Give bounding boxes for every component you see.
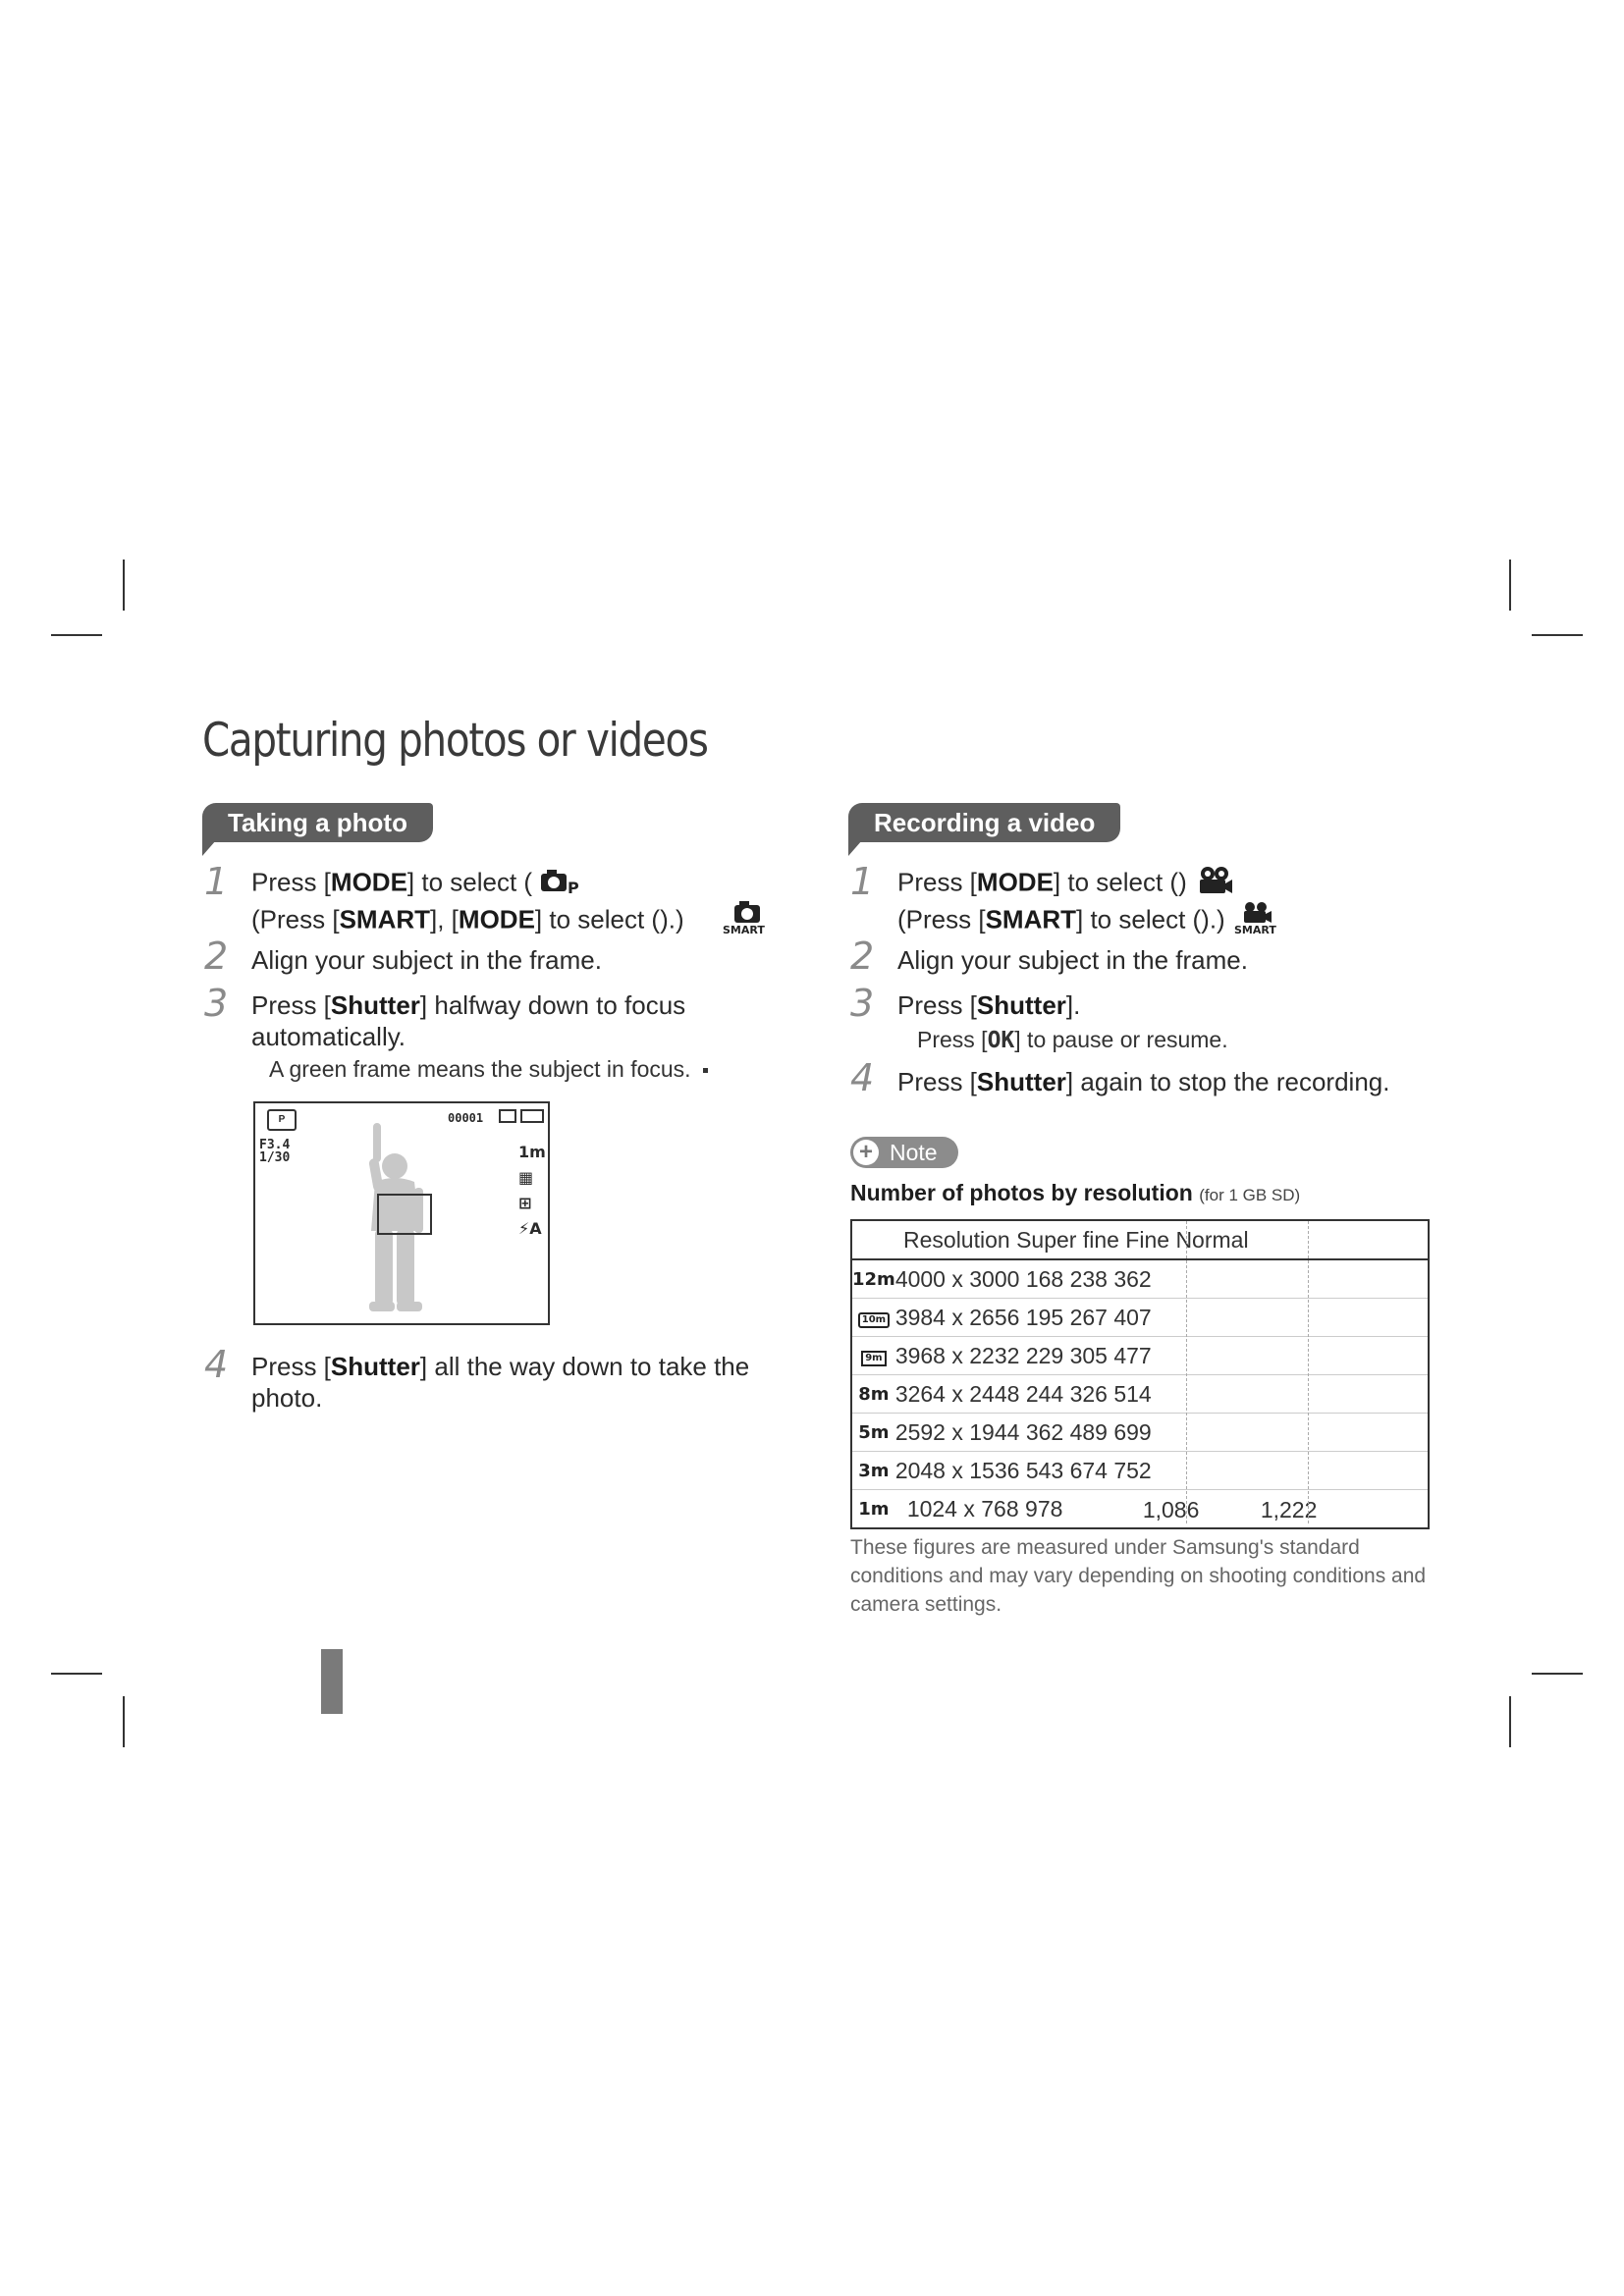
resolution-9m-wide-icon: 9m xyxy=(861,1351,886,1366)
step-text: Press [MODE] to select ( P xyxy=(251,866,582,902)
camera-preview-screen xyxy=(253,1101,550,1325)
table-cell: 3264 x 2448 244 326 514 xyxy=(895,1375,1429,1414)
table-cell: 3968 x 2232 229 305 477 xyxy=(895,1337,1429,1375)
crop-mark xyxy=(51,1673,102,1675)
resolution-5m-icon: 5m xyxy=(851,1414,895,1452)
step-text: Press [Shutter] again to stop the recording. xyxy=(897,1067,1390,1096)
table-row xyxy=(851,1452,1429,1490)
step-text: (Press [SMART] to select ().) SMART xyxy=(897,901,1279,941)
step-number: 4 xyxy=(204,1343,229,1386)
step-text: Align your subject in the frame. xyxy=(251,945,602,975)
table-cell: 1024 x 768 978 1,086 1,222 xyxy=(895,1490,1429,1529)
step-number: 3 xyxy=(850,982,875,1025)
mode-indicator: P xyxy=(267,1109,297,1131)
svg-text:SMART: SMART xyxy=(1233,924,1276,934)
step-number: 2 xyxy=(850,934,875,978)
resolution-12m-icon: 12m xyxy=(851,1259,895,1299)
crop-mark xyxy=(1532,1673,1583,1675)
table-row xyxy=(851,1337,1429,1375)
step-number: 2 xyxy=(204,934,229,978)
step-text: Press [Shutter] halfway down to focus xyxy=(251,990,686,1020)
step-number: 1 xyxy=(850,860,875,903)
step-text: (Press [SMART], [MODE] to select ().) SMART xyxy=(251,901,776,941)
table-header-row xyxy=(851,1220,1429,1259)
table-row xyxy=(851,1299,1429,1337)
resolution-10m-wide-icon: 10m xyxy=(858,1312,890,1328)
crop-mark xyxy=(123,560,125,611)
movie-camera-icon xyxy=(1194,866,1233,902)
bullet-icon xyxy=(703,1068,708,1073)
crop-mark xyxy=(123,1696,125,1747)
quality-icon: ▦ xyxy=(518,1168,534,1187)
shot-count: 00001 xyxy=(448,1111,484,1125)
camera-program-icon xyxy=(539,866,582,902)
table-column-divider xyxy=(1308,1221,1309,1523)
step-text: automatically. xyxy=(251,1022,406,1051)
step-number: 3 xyxy=(204,982,229,1025)
page-marker xyxy=(321,1649,343,1714)
note-heading: Number of photos by resolution (for 1 GB SD) xyxy=(850,1180,1301,1205)
crop-mark xyxy=(1509,560,1511,611)
step-text: Press [MODE] to select () xyxy=(897,866,1233,902)
table-cell: 2048 x 1536 543 674 752 xyxy=(895,1452,1429,1490)
table-cell: 3984 x 2656 195 267 407 xyxy=(895,1299,1429,1337)
section-tab-taking-photo: Taking a photo xyxy=(202,803,433,842)
table-row xyxy=(851,1490,1429,1529)
step-text: Press [Shutter]. xyxy=(897,990,1081,1020)
svg-text:SMART: SMART xyxy=(722,924,765,934)
smart-movie-icon xyxy=(1232,901,1279,941)
resolution-3m-icon: 3m xyxy=(851,1452,895,1490)
table-row xyxy=(851,1375,1429,1414)
crop-mark xyxy=(51,634,102,636)
table-cell: 4000 x 3000 168 238 362 xyxy=(895,1259,1429,1299)
table-column-divider xyxy=(1186,1221,1187,1523)
footnote: These figures are measured under Samsung's standard conditions and may vary depending on shooting conditions and camera settings. xyxy=(850,1536,1427,1616)
note-badge: + Note xyxy=(850,1137,958,1168)
battery-icon xyxy=(520,1109,544,1123)
resolution-table xyxy=(850,1219,1430,1529)
step-text: Press [Shutter] all the way down to take the xyxy=(251,1352,750,1381)
memory-card-icon xyxy=(499,1109,516,1123)
table-row xyxy=(851,1414,1429,1452)
step-subtext: A green frame means the subject in focus. xyxy=(269,1056,708,1083)
crop-mark xyxy=(1509,1696,1511,1747)
plus-icon: + xyxy=(853,1140,879,1165)
resolution-icon: 1m xyxy=(518,1143,546,1161)
resolution-8m-icon: 8m xyxy=(851,1375,895,1414)
step-text: Align your subject in the frame. xyxy=(897,945,1248,975)
step-subtext: Press [OK] to pause or resume. xyxy=(917,1027,1228,1053)
step-number: 4 xyxy=(850,1056,875,1099)
metering-icon: ⊞ xyxy=(518,1194,532,1212)
exposure-readout: F3.4 1/30 xyxy=(259,1138,291,1165)
flash-icon: ⚡A xyxy=(518,1219,542,1238)
smart-auto-icon xyxy=(721,901,776,941)
step-number: 1 xyxy=(204,860,229,903)
crop-mark xyxy=(1532,634,1583,636)
page-title: Capturing photos or videos xyxy=(202,714,708,769)
table-header: Resolution Super fine Fine Normal xyxy=(851,1220,1429,1259)
table-cell: 2592 x 1944 362 489 699 xyxy=(895,1414,1429,1452)
table-row xyxy=(851,1259,1429,1299)
focus-frame xyxy=(377,1194,432,1235)
resolution-1m-icon: 1m xyxy=(851,1490,895,1529)
step-text: photo. xyxy=(251,1383,323,1413)
section-tab-recording-video: Recording a video xyxy=(848,803,1120,842)
svg-text:P: P xyxy=(568,879,580,895)
